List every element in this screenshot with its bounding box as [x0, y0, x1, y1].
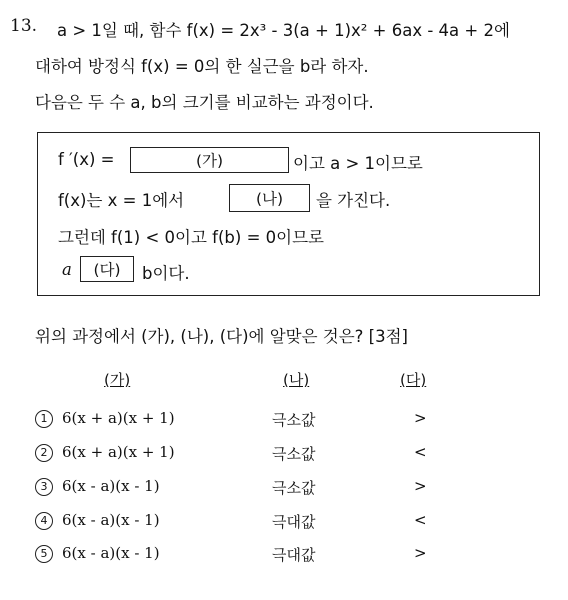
problem-number: 13.: [10, 16, 38, 36]
choice-2-ga: 6(x + a)(x + 1): [62, 443, 175, 461]
choice-2-marker: 2: [35, 444, 53, 462]
header-da: (다): [400, 371, 427, 389]
box-row1-prefix: f ′(x) =: [58, 150, 115, 169]
question-text: 위의 과정에서 (가), (나), (다)에 알맞은 것은? [3점]: [35, 327, 408, 346]
problem-line-2: 대하여 방정식 f(x) = 0의 한 실근을 b라 하자.: [35, 57, 369, 76]
choice-3-da: >: [414, 477, 427, 495]
choice-1-na: 극소값: [272, 411, 316, 429]
blank-na: [229, 184, 310, 212]
choice-1-marker: 1: [35, 410, 53, 428]
proof-box: [37, 132, 540, 296]
box-row1-suffix: 이고 a > 1이므로: [293, 154, 423, 173]
choice-1-ga: 6(x + a)(x + 1): [62, 409, 175, 427]
blank-da-label: (다): [93, 261, 121, 279]
choice-3-ga: 6(x - a)(x - 1): [62, 477, 160, 495]
choice-5-ga: 6(x - a)(x - 1): [62, 544, 160, 562]
choice-2[interactable]: [0, 443, 568, 467]
choice-4-da: <: [414, 511, 427, 529]
blank-ga-label: (가): [195, 152, 224, 170]
choice-4-ga: 6(x - a)(x - 1): [62, 511, 160, 529]
choice-1[interactable]: [0, 409, 568, 433]
choice-4-marker: 4: [35, 512, 53, 530]
choice-4[interactable]: [0, 511, 568, 535]
choice-3[interactable]: [0, 477, 568, 501]
choice-3-marker: 3: [35, 478, 53, 496]
problem-line-3: 다음은 두 수 a, b의 크기를 비교하는 과정이다.: [35, 93, 374, 112]
choice-3-na: 극소값: [272, 479, 316, 497]
problem-line-1: a > 1일 때, 함수 f(x) = 2x³ - 3(a + 1)x² + 6ax - 4a + 2에: [57, 21, 510, 40]
box-row2-prefix: f(x)는 x = 1에서: [58, 191, 185, 210]
choice-2-na: 극소값: [272, 445, 316, 463]
box-row4-suffix: b이다.: [142, 264, 190, 283]
choice-5-da: >: [414, 544, 427, 562]
box-row3: 그런데 f(1) < 0이고 f(b) = 0이므로: [58, 228, 324, 247]
blank-da: [80, 256, 134, 282]
choice-4-na: 극대값: [272, 513, 316, 531]
blank-na-label: (나): [255, 190, 284, 208]
choice-2-da: <: [414, 443, 427, 461]
blank-ga: [130, 147, 289, 173]
box-row4-prefix: a: [62, 260, 72, 279]
choice-5-marker: 5: [35, 545, 53, 563]
header-ga: (가): [104, 371, 131, 389]
box-row2-suffix: 을 가진다.: [316, 191, 391, 210]
choice-5-na: 극대값: [272, 546, 316, 564]
choice-5[interactable]: [0, 544, 568, 568]
header-na: (나): [283, 371, 310, 389]
choice-1-da: >: [414, 409, 427, 427]
